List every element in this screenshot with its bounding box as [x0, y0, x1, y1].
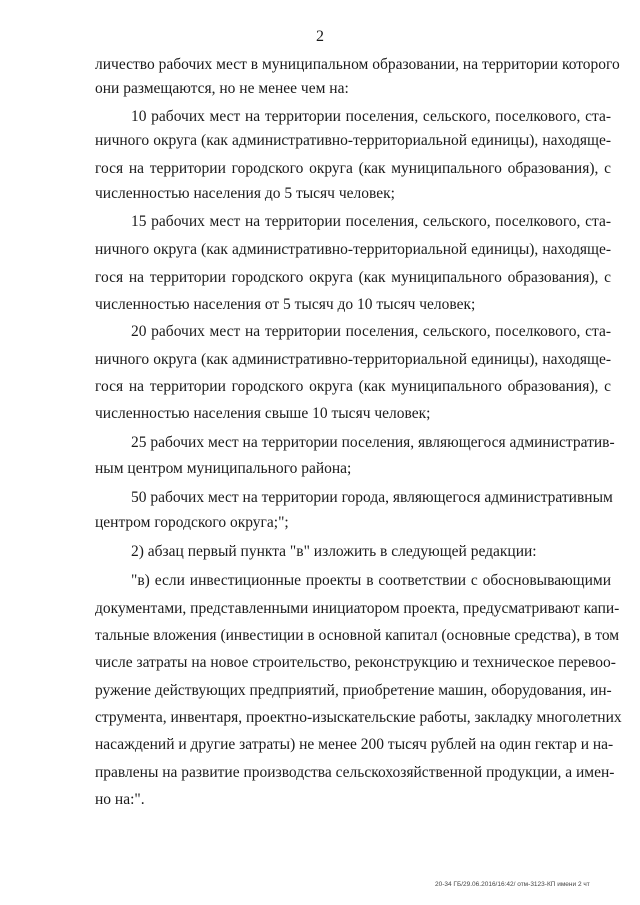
- page-number: 2: [316, 28, 324, 45]
- text-line: ничного округа (как административно-территориальной единицы), находяще-: [95, 351, 611, 368]
- text-line: 50 рабочих мест на территории города, являющегося административным: [131, 489, 613, 506]
- text-line: центром городского округа;";: [95, 514, 289, 531]
- text-line: ничного округа (как административно-территориальной единицы), находяще-: [95, 241, 611, 258]
- text-line: гося на территории городского округа (как муниципального образования), с: [95, 378, 611, 395]
- text-line: гося на территории городского округа (как муниципального образования), с: [95, 269, 611, 286]
- text-line: ничного округа (как административно-территориальной единицы), находяще-: [95, 132, 611, 149]
- text-line: но на:".: [95, 791, 145, 808]
- text-line: личество рабочих мест в муниципальном образовании, на территории которого: [95, 56, 620, 73]
- text-line: 20 рабочих мест на территории поселения, сельского, поселкового, ста-: [131, 323, 611, 340]
- text-line: 25 рабочих мест на территории поселения, являющегося административ-: [131, 434, 615, 451]
- text-line: 2) абзац первый пункта "в" изложить в следующей редакции:: [131, 543, 537, 560]
- text-line: 10 рабочих мест на территории поселения, сельского, поселкового, ста-: [131, 108, 611, 125]
- text-line: численностью населения до 5 тысяч человек;: [95, 185, 395, 202]
- text-line: 15 рабочих мест на территории поселения, сельского, поселкового, ста-: [131, 213, 611, 230]
- text-line: численностью населения от 5 тысяч до 10 тысяч человек;: [95, 296, 476, 313]
- text-line: ружение действующих предприятий, приобретение машин, оборудования, ин-: [95, 682, 612, 699]
- document-footer-code: 20-34 ГБ/29.06.2016/16:42/ отм-3123-КП имени 2 чт: [435, 881, 590, 888]
- text-line: числе затраты на новое строительство, реконструкцию и техническое перевоо-: [95, 654, 616, 671]
- text-line: численностью населения свыше 10 тысяч человек;: [95, 405, 431, 422]
- text-line: правлены на развитие производства сельскохозяйственной продукции, а имен-: [95, 764, 615, 781]
- text-line: тальные вложения (инвестиции в основной капитал (основные средства), в том: [95, 627, 620, 644]
- text-line: насаждений и другие затраты) не менее 200 тысяч рублей на один гектар и на-: [95, 736, 614, 753]
- text-line: струмента, инвентаря, проектно-изыскательские работы, закладку многолетних: [95, 709, 622, 726]
- text-line: документами, представленными инициатором проекта, предусматривают капи-: [95, 600, 620, 617]
- text-line: они размещаются, но не менее чем на:: [95, 80, 349, 97]
- text-line: ным центром муниципального района;: [95, 460, 352, 477]
- text-line: "в) если инвестиционные проекты в соответствии с обосновывающими: [131, 572, 611, 589]
- text-line: гося на территории городского округа (как муниципального образования), с: [95, 160, 611, 177]
